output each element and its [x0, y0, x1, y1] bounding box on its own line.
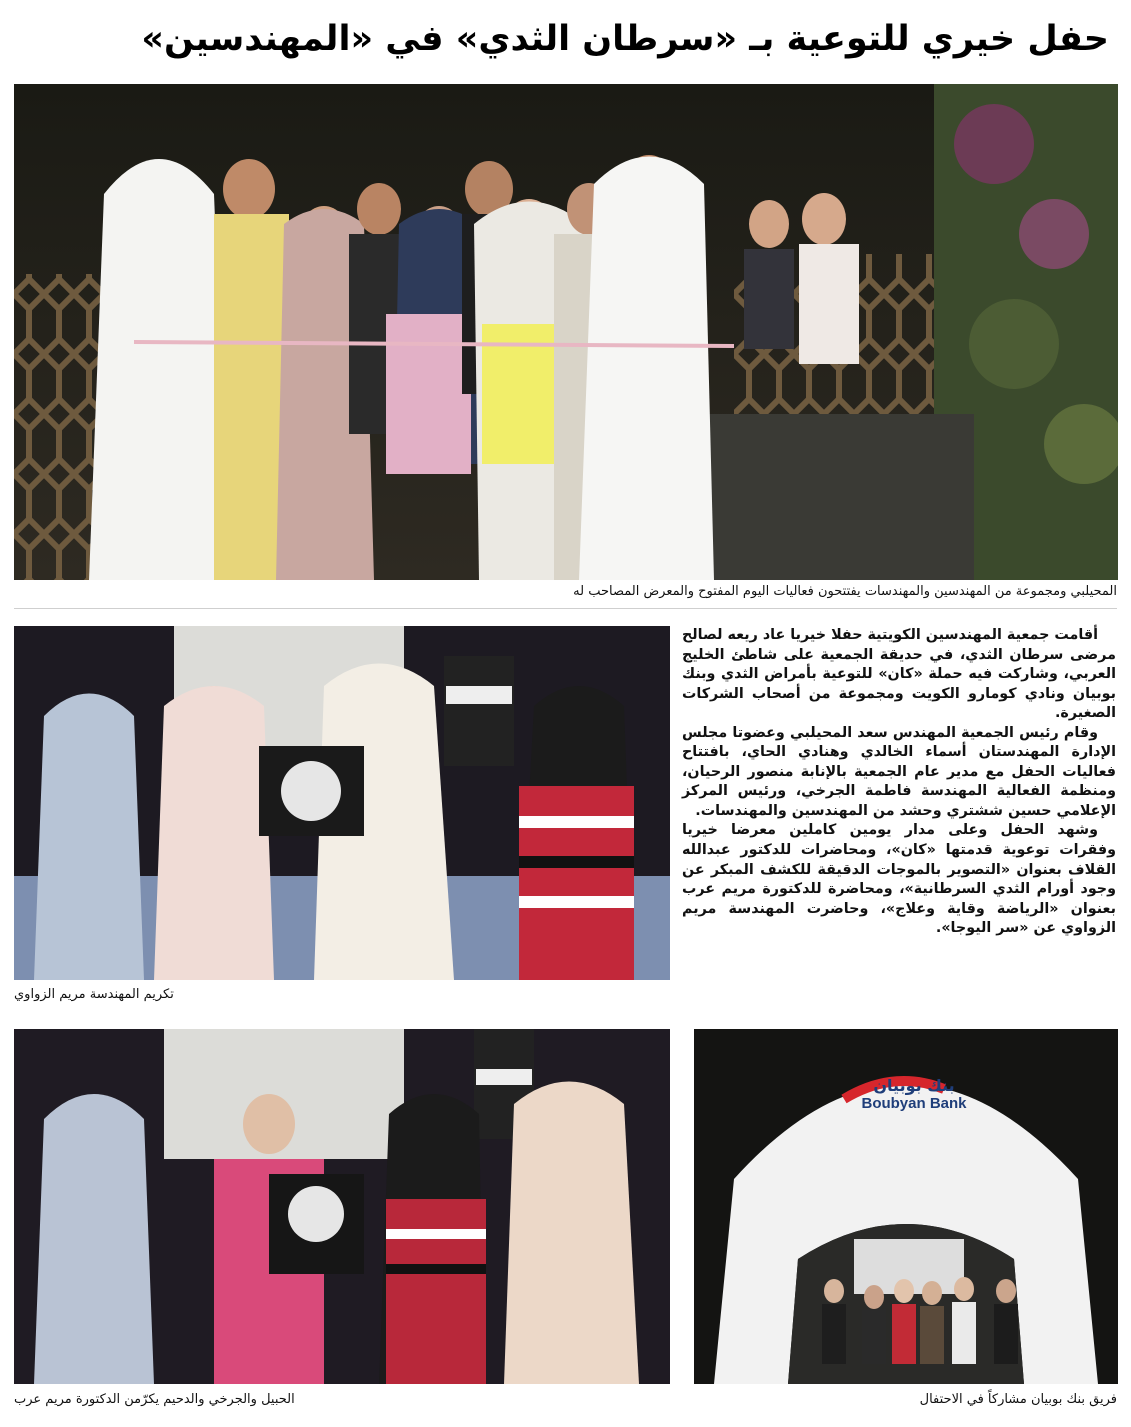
article-paragraph-2: وقام رئيس الجمعية المهندس سعد المحيلبي وعضوتا مجلس الإدارة المهندستان أسماء الخالدي وهنادي الحاي، بافتتاح فعاليات الحفل مع مدير عام الجمعية بالإنابة منصور الرحيان، ومنظمة الفعالية المهندسة فاطمة الجرخي، ورئيس المركز الإعلامي حسين ششتري وحشد من المهندسين والمهندسات. — [682, 724, 1116, 819]
bank-logo — [844, 1077, 984, 1113]
caption-bottom-right: فريق بنك بوبيان مشاركاً في الاحتفال — [919, 1392, 1117, 1407]
bank-name-arabic: بنك بوبيان — [873, 1076, 955, 1095]
second-award-photo-icon — [14, 1029, 670, 1384]
headline: حفل خيري للتوعية بـ «سرطان الثدي» في «المهندسين» — [141, 19, 1109, 59]
article-paragraph-3: وشهد الحفل وعلى مدار يومين كاملين معرضا خيريا وفقرات توعوية قدمتها «كان»، ومحاضرات للدكتور عبدالله القلاف بعنوان «التصوير بالموجات الدقيقة للكشف المبكر عن وجود أورام الثدي السرطانية»، ومحاضرة للدكتورة مريم عرب بعنوان «الرياضة وقاية وعلاج»، وحاضرت المهندسة مريم الزواوي عن «سر اليوجا». — [682, 822, 1116, 937]
caption-middle: تكريم المهندسة مريم الزواوي — [14, 987, 174, 1002]
caption-top: المحيلبي ومجموعة من المهندسين والمهندسات يفتتحون فعاليات اليوم المفتوح والمعرض المصاحب له — [573, 584, 1117, 599]
award-presentation-photo-icon — [14, 626, 670, 980]
top-photo — [14, 84, 1118, 580]
article-text — [682, 626, 1116, 1006]
bottom-right-photo — [694, 1029, 1118, 1384]
bottom-left-photo — [14, 1029, 670, 1384]
bank-name-english: Boubyan Bank — [861, 1095, 967, 1112]
caption-bottom-left: الحبيل والجرخي والدحيم يكرّمن الدكتورة مريم عرب — [14, 1392, 295, 1407]
middle-photo — [14, 626, 670, 980]
group-ribbon-cutting-photo-icon — [14, 84, 1118, 580]
article-paragraph-1: أقامت جمعية المهندسين الكويتية حفلا خيريا عاد ريعه لصالح مرضى سرطان الثدي، في حديقة الجمعية على شاطئ الخليج العربي، وشاركت فيه حملة «كان» للتوعية بأمراض الثدي وبنك بوبيان ونادي كومارو الكويت ومجموعة من أصحاب الشركات الصغيرة. — [682, 627, 1116, 722]
divider — [14, 608, 1117, 609]
